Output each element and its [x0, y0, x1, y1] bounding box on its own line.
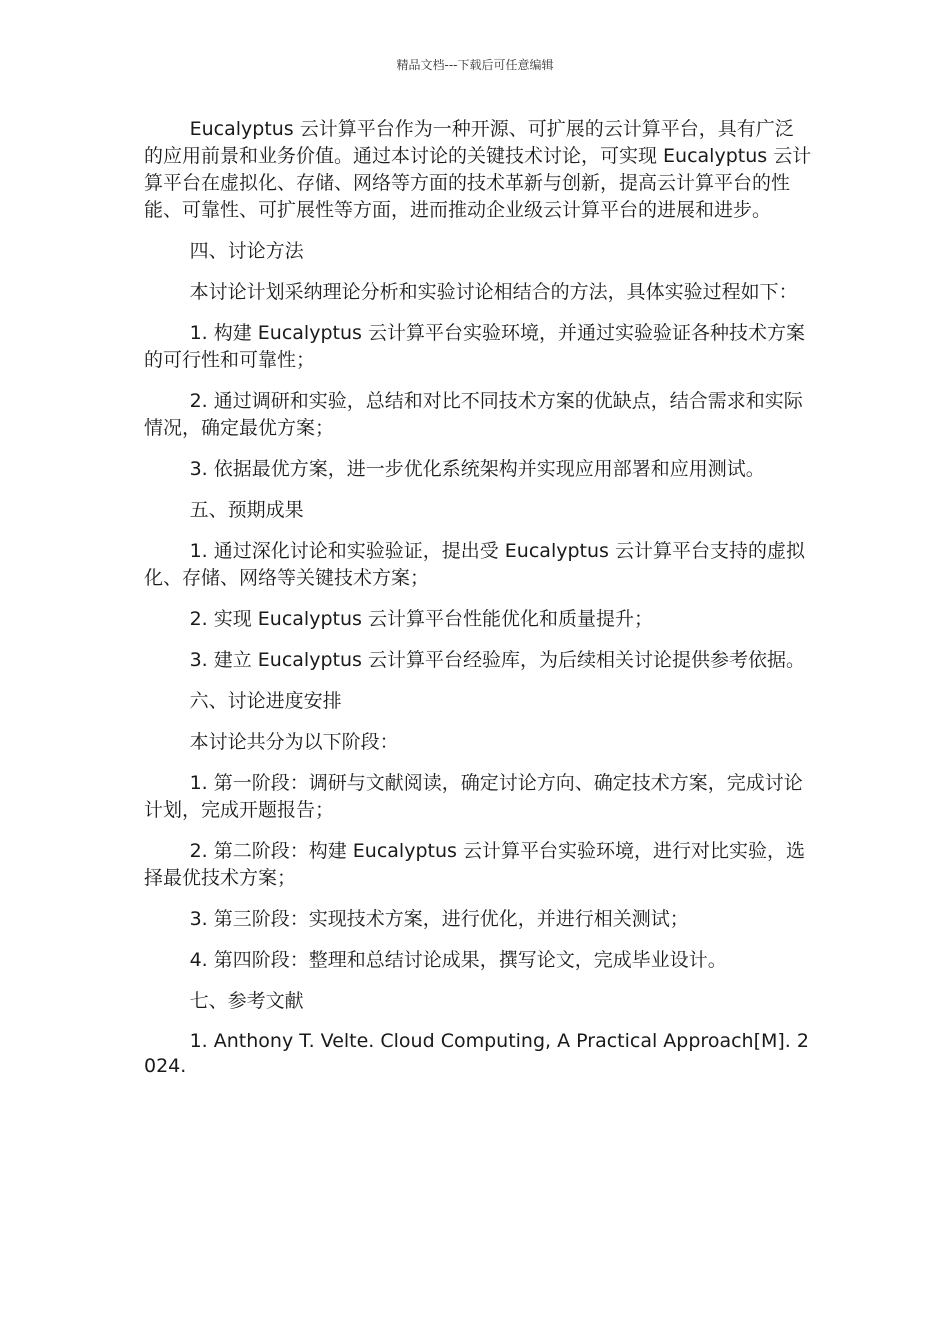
- section-heading-schedule: 六、讨论进度安排: [189, 690, 342, 712]
- schedule-item-3: 3. 第三阶段：实现技术方案，进行优化，并进行相关测试；: [189, 908, 689, 930]
- section-heading-methods: 四、讨论方法: [189, 240, 304, 262]
- schedule-item-1: 1. 第一阶段：调研与文献阅读，确定讨论方向、确定技术方案，完成讨论计划，完成开题报告；: [144, 772, 803, 821]
- results-item-2: 2. 实现 Eucalyptus 云计算平台性能优化和质量提升；: [189, 608, 653, 630]
- methods-item-2: 2. 通过调研和实验，总结和对比不同技术方案的优缺点，结合需求和实际情况，确定最优方案；: [144, 390, 803, 439]
- methods-item-1: 1. 构建 Eucalyptus 云计算平台实验环境，并通过实验验证各种技术方案的可行性和可靠性；: [144, 322, 805, 371]
- schedule-paragraph: 本讨论共分为以下阶段：: [189, 731, 399, 753]
- methods-item-3: 3. 依据最优方案，进一步优化系统架构并实现应用部署和应用测试。: [189, 458, 765, 480]
- methods-paragraph: 本讨论计划采纳理论分析和实验讨论相结合的方法，具体实验过程如下：: [189, 281, 798, 303]
- schedule-item-2: 2. 第二阶段：构建 Eucalyptus 云计算平台实验环境，进行对比实验，选择最优技术方案；: [144, 840, 805, 889]
- document-body: [144, 116, 812, 1093]
- section-heading-results: 五、预期成果: [189, 499, 304, 521]
- intro-paragraph: Eucalyptus 云计算平台作为一种开源、可扩展的云计算平台，具有广泛的应用前景和业务价值。通过本讨论的关键技术讨论，可实现 Eucalyptus 云计算平台在虚拟化、存储、网络等方面的技术革新与创新，提高云计算平台的性能、可靠性、可扩展性等方面，进而推动企业级云计算平台的进展和进步。: [144, 118, 812, 221]
- page-header: 精品文档---下载后可任意编辑: [396, 58, 554, 72]
- section-heading-references: 七、参考文献: [189, 990, 304, 1012]
- results-item-1: 1. 通过深化讨论和实验验证，提出受 Eucalyptus 云计算平台支持的虚拟化、存储、网络等关键技术方案；: [144, 540, 805, 589]
- reference-item-1: 1. Anthony T. Velte. Cloud Computing, A Practical Approach[M]. 2024.: [144, 1030, 809, 1077]
- results-item-3: 3. 建立 Eucalyptus 云计算平台经验库，为后续相关讨论提供参考依据。: [189, 649, 805, 671]
- schedule-item-4: 4. 第四阶段：整理和总结讨论成果，撰写论文，完成毕业设计。: [189, 949, 727, 971]
